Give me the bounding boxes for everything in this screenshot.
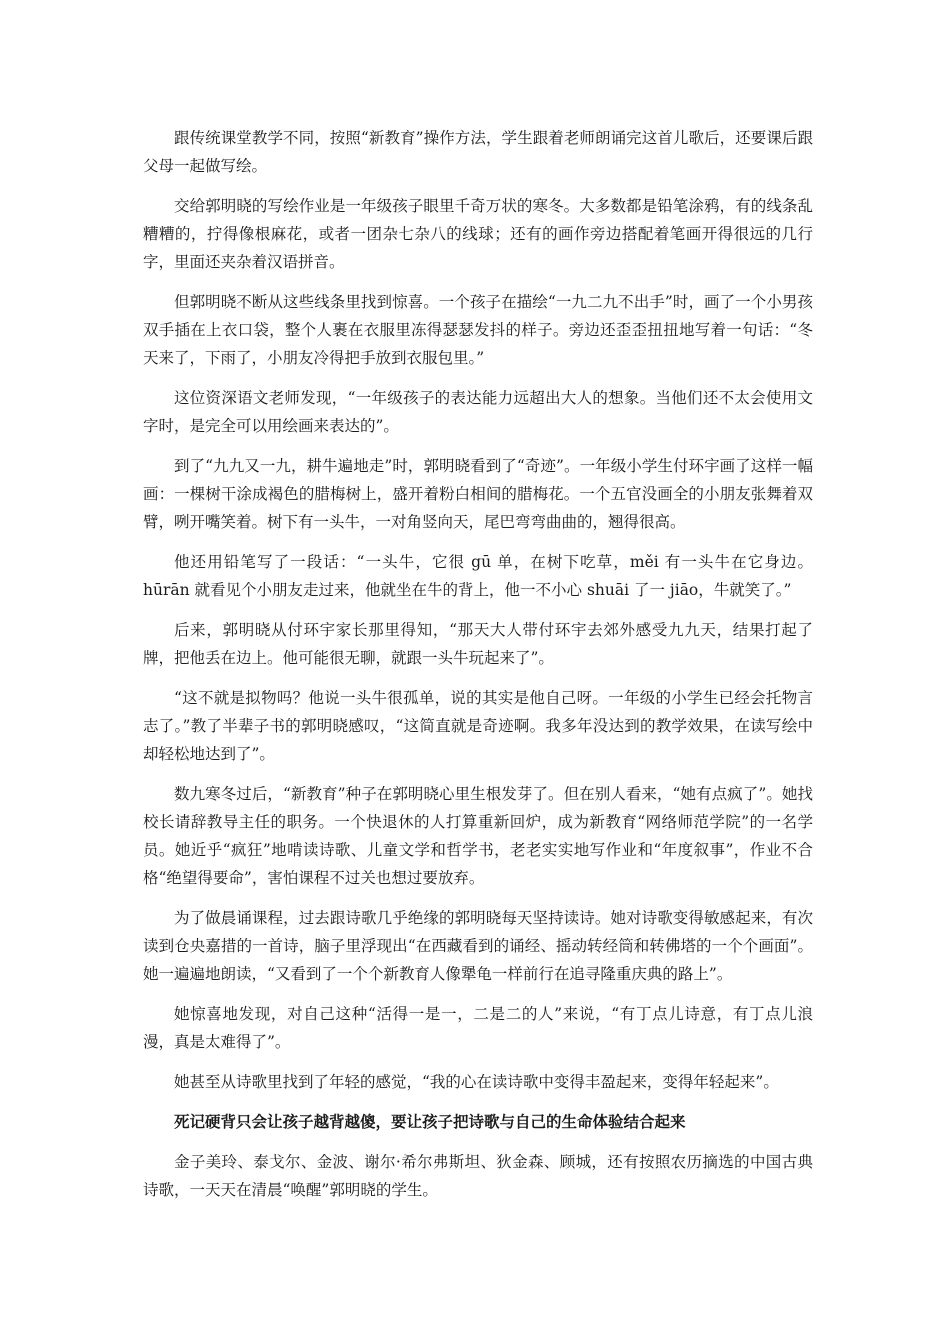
- paragraph: 数九寒冬过后，“新教育”种子在郭明晓心里生根发芽了。但在别人看来，“她有点疯了”。她找校长请辞教导主任的职务。一个快退休的人打算重新回炉，成为新教育“网络师范学院”的一名学员。她近乎“疯狂”地啃读诗歌、儿童文学和哲学书，老老实实地写作业和“年度叙事”，作业不合格“绝望得要命”，害怕课程不过关也想过要放弃。: [143, 785, 813, 887]
- paragraph: 金子美玲、泰戈尔、金波、谢尔·希尔弗斯坦、狄金森、顾城，还有按照农历摘选的中国古典诗歌，一天天在清晨“唤醒”郭明晓的学生。: [143, 1153, 813, 1199]
- paragraph: 但郭明晓不断从这些线条里找到惊喜。一个孩子在描绘“一九二九不出手”时，画了一个小男孩双手插在上衣口袋，整个人裹在衣服里冻得瑟瑟发抖的样子。旁边还歪歪扭扭地写着一句话：“冬天来了，下雨了，小朋友冷得把手放到衣服包里。”: [143, 293, 813, 367]
- paragraph: 为了做晨诵课程，过去跟诗歌几乎绝缘的郭明晓每天坚持读诗。她对诗歌变得敏感起来，有次读到仓央嘉措的一首诗，脑子里浮现出“在西藏看到的诵经、摇动转经筒和转佛塔的一个个画面”。她一遍遍地朗读，“又看到了一个个新教育人像犟龟一样前行在追寻隆重庆典的路上”。: [143, 909, 813, 983]
- paragraph: 交给郭明晓的写绘作业是一年级孩子眼里千奇万状的寒冬。大多数都是铅笔涂鸦，有的线条乱糟糟的，拧得像根麻花，或者一团杂七杂八的线球；还有的画作旁边搭配着笔画开得很远的几行字，里面还夹杂着汉语拼音。: [143, 197, 813, 271]
- paragraph: 她惊喜地发现，对自己这种“活得一是一，二是二的人”来说，“有丁点儿诗意，有丁点儿浪漫，真是太难得了”。: [143, 1005, 813, 1051]
- paragraph: 他还用铅笔写了一段话：“一头牛，它很 gū 单，在树下吃草，měi 有一头牛在它身边。hūrān 就看见个小朋友走过来，他就坐在牛的背上，他一不小心 shuāi 了一 jiāo，牛就笑了。”: [143, 553, 813, 599]
- article-body: [143, 124, 813, 1216]
- paragraph: 这位资深语文老师发现，“一年级孩子的表达能力远超出大人的想象。当他们还不太会使用文字时，是完全可以用绘画来表达的”。: [143, 389, 813, 435]
- section-heading: 死记硬背只会让孩子越背越傻，要让孩子把诗歌与自己的生命体验结合起来: [174, 1113, 686, 1131]
- paragraph: 到了“九九又一九，耕牛遍地走”时，郭明晓看到了“奇迹”。一年级小学生付环宇画了这样一幅画：一棵树干涂成褐色的腊梅树上，盛开着粉白相间的腊梅花。一个五官没画全的小朋友张舞着双臂，咧开嘴笑着。树下有一头牛，一对角竖向天，尾巴弯弯曲曲的，翘得很高。: [143, 457, 813, 531]
- paragraph: “这不就是拟物吗？他说一头牛很孤单，说的其实是他自己呀。一年级的小学生已经会托物言志了。”教了半辈子书的郭明晓感叹，“这简直就是奇迹啊。我多年没达到的教学效果，在读写绘中却轻松地达到了”。: [143, 689, 813, 763]
- paragraph: 后来，郭明晓从付环宇家长那里得知，“那天大人带付环宇去郊外感受九九天，结果打起了牌，把他丢在边上。他可能很无聊，就跟一头牛玩起来了”。: [143, 621, 813, 667]
- paragraph: 她甚至从诗歌里找到了年轻的感觉，“我的心在读诗歌中变得丰盈起来，变得年轻起来”。: [174, 1073, 779, 1091]
- paragraph: 跟传统课堂教学不同，按照“新教育”操作方法，学生跟着老师朗诵完这首儿歌后，还要课后跟父母一起做写绘。: [143, 129, 813, 175]
